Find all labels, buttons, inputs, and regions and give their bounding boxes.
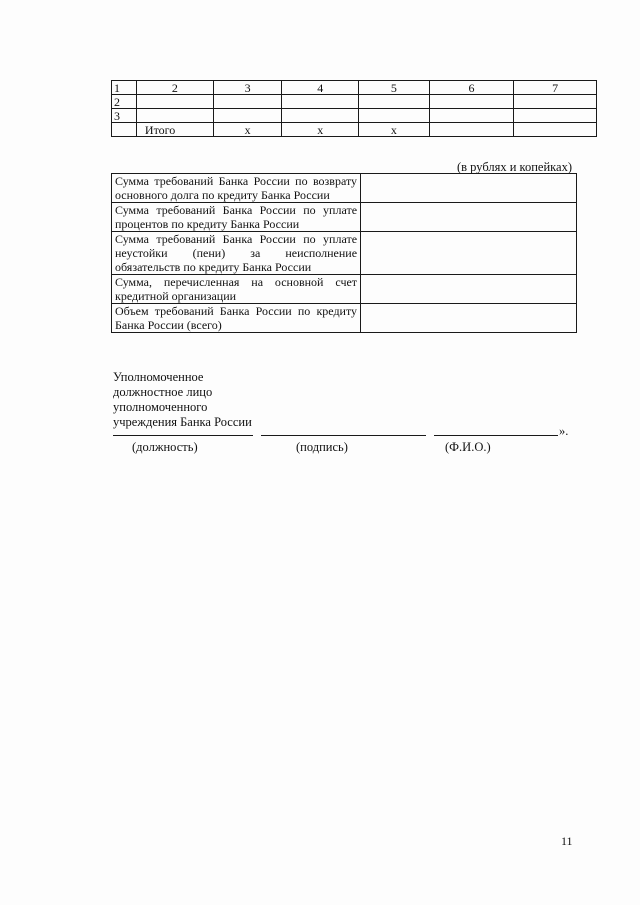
summary-value <box>361 203 577 232</box>
summary-row <box>112 304 577 333</box>
table-cell: х <box>282 123 359 137</box>
table-cell: х <box>213 123 282 137</box>
table-cell: х <box>359 123 430 137</box>
table-cell <box>429 95 514 109</box>
table-cell <box>136 95 213 109</box>
table-cell <box>514 123 597 137</box>
position-caption: (должность) <box>132 440 198 454</box>
summary-label: Сумма требований Банка России по уплате процентов по кредиту Банка России <box>112 203 361 232</box>
table-header-row <box>112 81 597 95</box>
signature-caption: (подпись) <box>296 440 348 454</box>
summary-label: Сумма требований Банка России по возврату основного долга по кредиту Банка России <box>112 174 361 203</box>
signature-line <box>261 435 426 436</box>
table-header-cell: 3 <box>213 81 282 95</box>
table-header-cell: 4 <box>282 81 359 95</box>
official-title-line: должностное лицо <box>113 385 213 399</box>
table-cell <box>282 95 359 109</box>
table-cell <box>213 95 282 109</box>
official-title-line: Уполномоченное <box>113 370 204 384</box>
summary-table <box>111 173 577 333</box>
table-cell <box>282 109 359 123</box>
table-cell <box>112 123 137 137</box>
table-cell <box>429 109 514 123</box>
summary-row <box>112 203 577 232</box>
summary-value <box>361 232 577 275</box>
official-title-line: уполномоченного <box>113 400 208 414</box>
summary-row <box>112 174 577 203</box>
total-label: Итого <box>136 123 213 137</box>
page-number: 11 <box>561 834 573 848</box>
table-cell <box>514 95 597 109</box>
table-cell <box>359 95 430 109</box>
table-header-cell: 2 <box>136 81 213 95</box>
summary-label: Объем требований Банка России по кредиту Банка России (всего) <box>112 304 361 333</box>
table-cell: 3 <box>112 109 137 123</box>
summary-value <box>361 304 577 333</box>
table-header-cell: 5 <box>359 81 430 95</box>
report-table <box>111 80 597 137</box>
table-cell <box>213 109 282 123</box>
table-cell <box>429 123 514 137</box>
summary-value <box>361 275 577 304</box>
name-line <box>434 435 558 436</box>
official-title <box>113 370 252 430</box>
position-line <box>113 435 253 436</box>
summary-label: Сумма, перечисленная на основной счет кредитной организации <box>112 275 361 304</box>
table-header-cell: 1 <box>112 81 137 95</box>
table-total-row <box>112 123 597 137</box>
table-cell <box>514 109 597 123</box>
table-header-cell: 6 <box>429 81 514 95</box>
table-cell <box>359 109 430 123</box>
table-cell: 2 <box>112 95 137 109</box>
closing-quote: ». <box>559 424 569 438</box>
summary-row <box>112 275 577 304</box>
table-row <box>112 95 597 109</box>
summary-row <box>112 232 577 275</box>
official-title-line: учреждения Банка России <box>113 415 252 429</box>
summary-label: Сумма требований Банка России по уплате неустойки (пени) за неисполнение обязательств по кредиту Банка России <box>112 232 361 275</box>
table-cell <box>136 109 213 123</box>
units-caption: (в рублях и копейках) <box>456 160 572 174</box>
name-caption: (Ф.И.О.) <box>445 440 491 454</box>
table-row <box>112 109 597 123</box>
summary-value <box>361 174 577 203</box>
table-header-cell: 7 <box>514 81 597 95</box>
